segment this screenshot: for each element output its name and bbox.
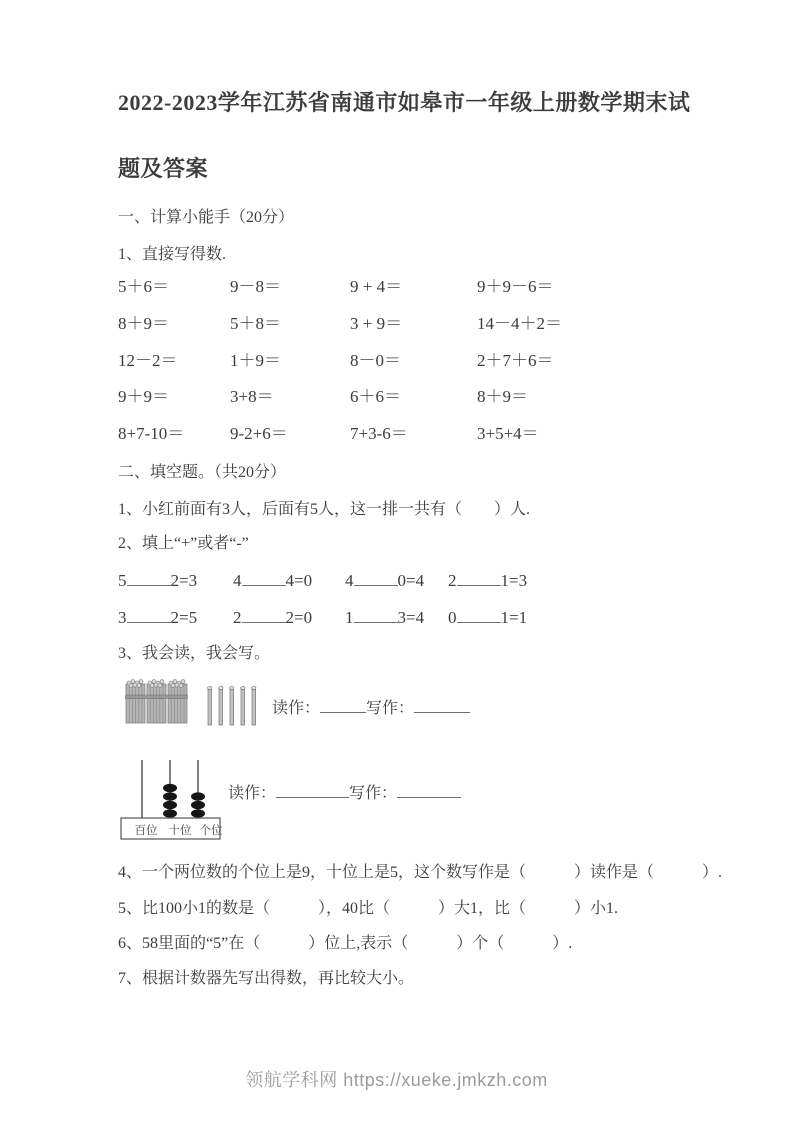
section2-q7: 7、根据计数器先写出得数，再比较大小。 <box>118 970 415 987</box>
calc-problem: 12－2＝ <box>118 350 178 370</box>
calc-problem: 9 + 4＝ <box>350 277 403 296</box>
fill-sign-grid <box>118 571 678 645</box>
stick-bundle <box>126 680 146 724</box>
section2-q2: 2、填上“+”或者“-” <box>118 535 249 552</box>
section2-q4: 4、一个两位数的个位上是9，十位上是5，这个数写作是（ ）读作是（ ）. <box>118 864 723 881</box>
abacus-readwrite-line <box>228 783 461 803</box>
fill-item <box>118 608 233 645</box>
fill-right: 3=4 <box>397 608 425 627</box>
answer-blank <box>354 608 398 623</box>
write-answer-blank <box>414 698 470 713</box>
answer-blank <box>242 608 286 623</box>
section1-heading: 一、计算小能手（20分） <box>118 209 295 226</box>
single-stick <box>208 687 212 725</box>
calc-problem: 8－0＝ <box>350 350 401 370</box>
abacus-label-ones: 个位 <box>199 825 223 837</box>
fill-item <box>448 571 678 608</box>
fill-item <box>345 608 448 645</box>
calc-problem: 3+8＝ <box>230 387 274 407</box>
fill-left: 2 <box>448 571 457 590</box>
abacus-label-tens: 十位 <box>168 825 192 837</box>
fill-item <box>233 608 345 645</box>
calc-problem: 14－4＋2＝ <box>477 313 562 333</box>
fill-left: 1 <box>345 608 354 627</box>
footer-site-link[interactable]: 领航学科网 https://xueke.jmkzh.com <box>245 1070 548 1090</box>
abacus-illustration <box>116 753 228 845</box>
fill-right: 2=0 <box>285 608 313 627</box>
fill-left: 5 <box>118 571 127 590</box>
calc-problem: 5＋6＝ <box>118 277 169 296</box>
answer-blank <box>127 571 171 586</box>
fill-left: 4 <box>233 571 242 590</box>
stick-bundle <box>147 680 167 724</box>
xie-label: 写作： <box>366 700 415 717</box>
calc-problem: 5＋8＝ <box>230 313 281 333</box>
doc-title-line1: 2022-2023学年江苏省南通市如皋市一年级上册数学期末试 <box>118 90 691 115</box>
answer-blank <box>354 571 398 586</box>
abacus-beads <box>163 784 205 818</box>
fill-item <box>448 608 678 645</box>
section1-subitem: 1、直接写得数. <box>118 246 227 263</box>
stick-bundle <box>168 680 188 724</box>
xie-label: 写作： <box>349 785 398 802</box>
du-label: 读作： <box>228 785 277 802</box>
sticks-illustration <box>116 670 276 734</box>
single-stick <box>219 687 223 725</box>
single-stick <box>252 687 256 725</box>
fill-left: 4 <box>345 571 354 590</box>
write-answer-blank <box>397 783 461 798</box>
section2-heading: 二、填空题。（共20分） <box>118 464 287 481</box>
sticks-readwrite-line <box>272 698 470 718</box>
answer-blank <box>457 571 501 586</box>
doc-title-line2: 题及答案 <box>118 156 209 181</box>
calc-problem: 8＋9＝ <box>118 313 169 333</box>
fill-right: 2=5 <box>170 608 198 627</box>
section2-q1: 1、小红前面有3人，后面有5人，这一排一共有（ ）人. <box>118 501 531 518</box>
stick-bundles <box>126 680 188 724</box>
fill-left: 0 <box>448 608 457 627</box>
single-stick <box>230 687 234 725</box>
calc-problem: 9＋9－6＝ <box>477 277 554 296</box>
abacus-bead <box>163 809 177 818</box>
calc-problem: 9－8＝ <box>230 277 281 296</box>
fill-item <box>233 571 345 608</box>
calc-problem: 9-2+6＝ <box>230 424 288 444</box>
fill-left: 2 <box>233 608 242 627</box>
answer-blank <box>242 571 286 586</box>
abacus-bead <box>163 801 177 810</box>
fill-right: 2=3 <box>170 571 198 590</box>
abacus-bead <box>191 792 205 801</box>
du-label: 读作： <box>272 700 321 717</box>
abacus-label-hundreds: 百位 <box>134 825 158 837</box>
read-answer-blank <box>320 698 366 713</box>
single-sticks <box>208 687 256 725</box>
calc-problems-grid <box>118 278 718 462</box>
answer-blank <box>457 608 501 623</box>
abacus-bead <box>191 809 205 818</box>
calc-problem: 6＋6＝ <box>350 387 401 407</box>
calc-problem: 8＋9＝ <box>477 387 528 407</box>
section2-q3: 3、我会读，我会写。 <box>118 645 271 662</box>
abacus-bead <box>191 801 205 810</box>
fill-item <box>118 571 233 608</box>
calc-problem: 3 + 9＝ <box>350 313 403 333</box>
abacus-bead <box>163 792 177 801</box>
read-answer-blank <box>276 783 349 798</box>
calc-problem: 1＋9＝ <box>230 350 281 370</box>
calc-problem: 8+7-10＝ <box>118 424 185 444</box>
calc-problem: 9＋9＝ <box>118 387 169 407</box>
fill-right: 1=3 <box>500 571 528 590</box>
fill-left: 3 <box>118 608 127 627</box>
fill-right: 4=0 <box>285 571 313 590</box>
fill-right: 0=4 <box>397 571 425 590</box>
section2-q6: 6、58里面的“5”在（ ）位上,表示（ ）个（ ）. <box>118 935 573 952</box>
fill-item <box>345 571 448 608</box>
fill-right: 1=1 <box>500 608 528 627</box>
calc-problem: 7+3-6＝ <box>350 424 408 444</box>
section2-q5: 5、比100小1的数是（ ），40比（ ）大1，比（ ）小1. <box>118 900 619 917</box>
calc-problem: 2＋7＋6＝ <box>477 350 554 370</box>
calc-problem: 3+5+4＝ <box>477 424 539 444</box>
abacus-bead <box>163 784 177 793</box>
single-stick <box>241 687 245 725</box>
answer-blank <box>127 608 171 623</box>
